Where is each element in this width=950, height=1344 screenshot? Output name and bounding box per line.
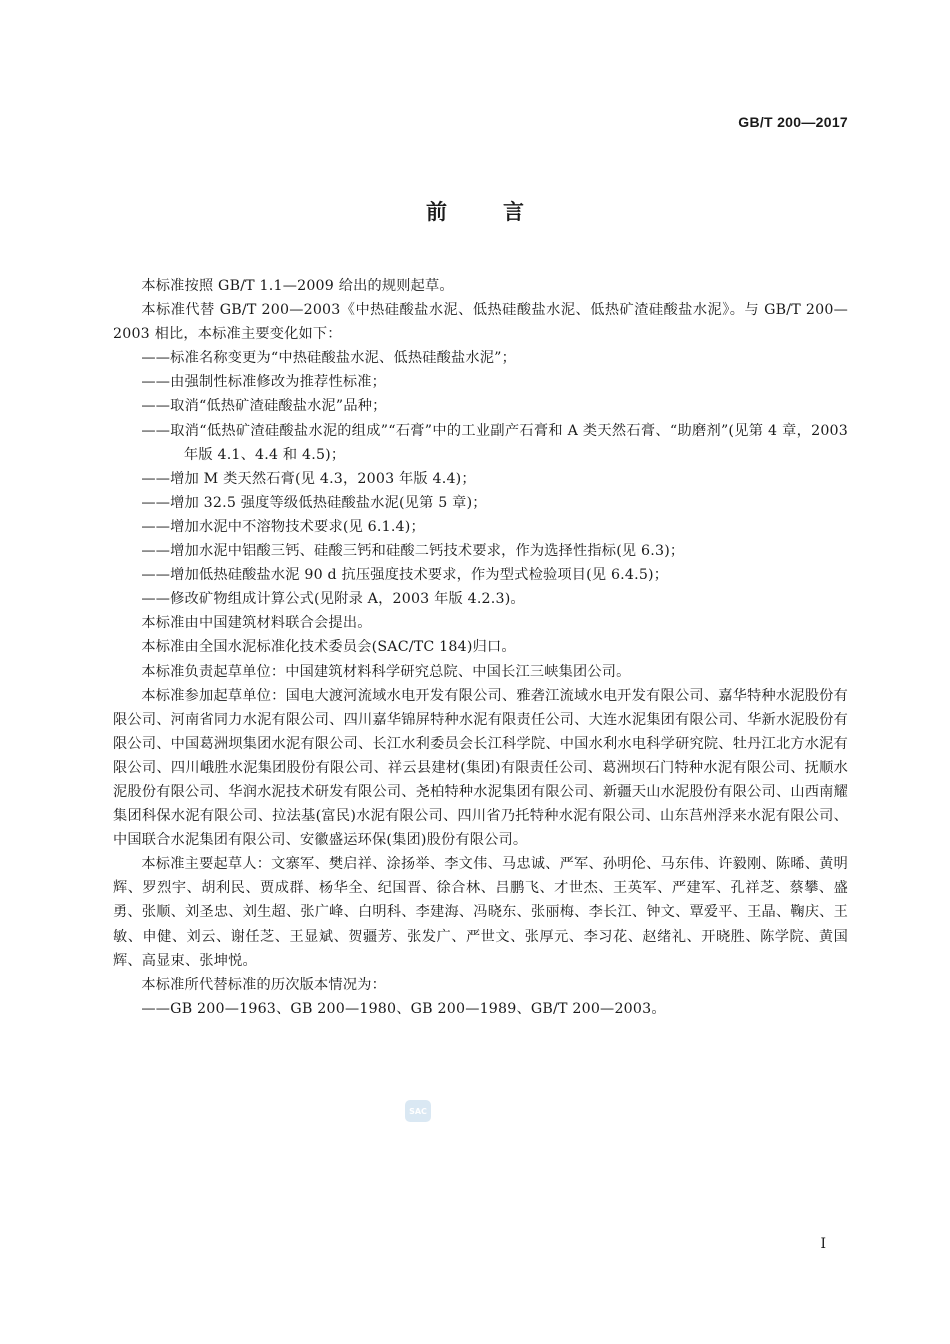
page-title: 前言 <box>426 200 580 224</box>
list-item: ——增加 32.5 强度等级低热硅酸盐水泥(见第 5 章)； <box>141 494 487 511</box>
paragraph: 本标准代替 GB/T 200—2003《中热硅酸盐水泥、低热硅酸盐水泥、低热矿渣硅酸盐水泥》。与 GB/T 200—2003 相比，本标准主要变化如下： <box>113 302 848 343</box>
list-item: ——增加 M 类天然石膏(见 4.3，2003 年版 4.4)； <box>141 470 476 487</box>
paragraph: 本标准参加起草单位：国电大渡河流域水电开发有限公司、雅砻江流域水电开发有限公司、嘉华特种水泥股份有限公司、河南省同力水泥有限公司、四川嘉华锦屏特种水泥有限责任公司、大连水泥集团有限公司、华新水泥股份有限公司、中国葛洲坝集团水泥有限公司、长江水利委员会长江科学院、中国水利水电科学研究院、牡丹江北方水泥有限公司、四川峨胜水泥集团股份有限公司、祥云县建材(集团)有限责任公司、葛洲坝石门特种水泥有限公司、抚顺水泥股份有限公司、华润水泥技术研发有限公司、尧柏特种水泥集团有限公司、新疆天山水泥股份有限公司、山西南耀集团科保水泥有限公司、拉法基(富民)水泥有限公司、四川省乃托特种水泥有限公司、山东莒州浮来水泥有限公司、中国联合水泥集团有限公司、安徽盛运环保(集团)股份有限公司。 <box>113 687 848 849</box>
standard-code: GB/T 200—2017 <box>738 114 848 130</box>
paragraph: 本标准主要起草人：文寨军、樊启祥、涂扬举、李文伟、马忠诚、严军、孙明伦、马东伟、许毅刚、陈晞、黄明辉、罗烈宇、胡利民、贾成群、杨华全、纪国晋、徐合林、吕鹏飞、才世杰、王英军、严建军、孔祥芝、蔡攀、盛勇、张顺、刘圣忠、刘生超、张广峰、白明科、李建海、冯晓东、张丽梅、李长江、钟文、覃爱平、王晶、鞠庆、王敏、申健、刘云、谢任芝、王显斌、贺疆芳、张发广、严世文、张厚元、李习花、赵绪礼、开晓胜、陈学院、黄国辉、高显束、张坤悦。 <box>113 856 848 969</box>
list-item: ——增加低热硅酸盐水泥 90 d 抗压强度技术要求，作为型式检验项目(见 6.4.5)； <box>141 567 669 584</box>
sac-watermark-icon: SAC <box>405 1100 431 1122</box>
list-item: ——GB 200—1963、GB 200—1980、GB 200—1989、GB/T 200—2003。 <box>141 1000 666 1017</box>
list-item: ——增加水泥中不溶物技术要求(见 6.1.4)； <box>141 518 425 535</box>
foreword-body <box>113 274 848 1021</box>
list-item: ——增加水泥中铝酸三钙、硅酸三钙和硅酸二钙技术要求，作为选择性指标(见 6.3)； <box>141 543 685 560</box>
list-item: ——取消“低热矿渣硅酸盐水泥的组成”“石膏”中的工业副产石膏和 A 类天然石膏、“助磨剂”(见第 4 章，2003 年版 4.1、4.4 和 4.5)； <box>141 422 848 463</box>
list-item: ——修改矿物组成计算公式(见附录 A，2003 年版 4.2.3)。 <box>141 591 525 608</box>
paragraph: 本标准按照 GB/T 1.1—2009 给出的规则起草。 <box>141 278 454 294</box>
paragraph: 本标准由中国建筑材料联合会提出。 <box>141 615 372 632</box>
list-item: ——取消“低热矿渣硅酸盐水泥”品种； <box>141 398 387 415</box>
list-item: ——标准名称变更为“中热硅酸盐水泥、低热硅酸盐水泥”； <box>141 350 517 367</box>
paragraph: 本标准所代替标准的历次版本情况为： <box>141 976 386 993</box>
list-item: ——由强制性标准修改为推荐性标准； <box>141 374 386 391</box>
page-number: I <box>820 1236 826 1252</box>
paragraph: 本标准负责起草单位：中国建筑材料科学研究总院、中国长江三峡集团公司。 <box>141 663 631 680</box>
paragraph: 本标准由全国水泥标准化技术委员会(SAC/TC 184)归口。 <box>141 639 516 656</box>
